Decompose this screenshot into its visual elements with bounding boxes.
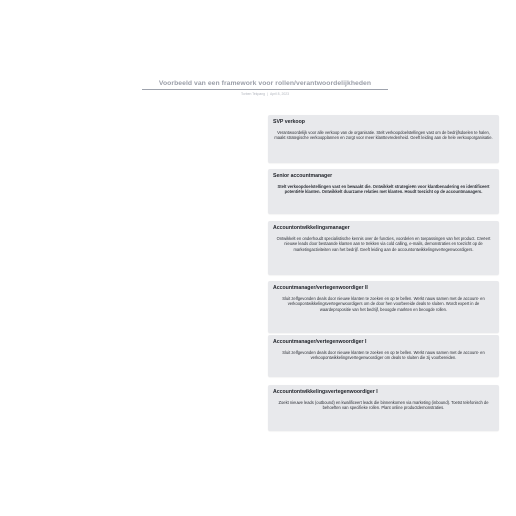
role-card-svp-verkoop[interactable] <box>268 115 499 163</box>
title-divider <box>142 89 388 90</box>
document-date: April 8, 2023 <box>269 92 289 96</box>
role-title: Senior accountmanager <box>273 173 333 179</box>
document-meta <box>140 92 390 96</box>
role-description: Verantwoordelijk voor alle verkoop van de organisatie. Stelt verkoopdoelstellingen vast om de bedrijfsdoelen te halen, maakt strategische verkoopplannen en zorgt voor meer klanttevredenheid. Geeft leiding aan de hele verkooporganisatie. <box>274 130 493 141</box>
role-title: SVP verkoop <box>273 119 305 125</box>
role-description: Zoekt nieuwe leads (outbound) en kwalificeert leads die binnenkomen via marketing (inbound). Toetst telefonisch de behoeften van specifieke rollen. Plant online productdemonstraties. <box>278 400 489 411</box>
meta-separator: | <box>267 92 268 96</box>
role-title: Accountmanager/vertegenwoordiger I <box>273 339 367 345</box>
role-title: Accountontwikkelingsvertegenwoordiger I <box>273 389 378 395</box>
role-description: Ontwikkelt en onderhoudt specialistische kennis over de functies, voordelen en toepassingen van het product. Creëert nieuwe leads door bestaande klanten aan te trekken via cold calling, e-mails, demonstraties en toezicht op de marketingactiviteiten van het bedrijf. Geeft leiding aan de accountontwikkelingsvertegenwoordigers. <box>276 236 491 252</box>
page-title: Voorbeeld van een framework voor rollen/verantwoordelijkheden <box>158 80 372 87</box>
role-card-accountontwikkelingsvertegenwoordiger-i[interactable] <box>268 385 499 431</box>
document-header <box>140 80 390 96</box>
role-card-senior-accountmanager[interactable] <box>268 169 499 214</box>
role-description: Sluit zelfgevonden deals door nieuwe klanten te zoeken en op te bellen. Werkt nauw samen met de account- en verkoopontwikkelingsvertegenwoordiger om deals te sluiten die zij voorbereiden. <box>282 350 485 361</box>
role-description: Stelt verkoopdoelstellingen vast en bewaakt die. Ontwikkelt strategieën voor klantbenadering en identificeert potentiële klanten. Ontwikkelt duurzame relaties met klanten. Houdt toezicht op de accountmanagers. <box>277 184 490 195</box>
author-name: Torben Tekpang <box>240 92 266 96</box>
role-title: Accountmanager/vertegenwoordiger II <box>273 285 368 291</box>
role-description: Sluit zelfgevonden deals door nieuwe klanten te zoeken en op te bellen. Werkt nauw samen met de account- en verkoopontwikkelingsvertegenwoordigers om de door hen voorbereide deals te sluiten. Wordt expert in de waardepropositie van het bedrijf, beoogde markten en beoogde rollen. <box>282 296 485 312</box>
role-card-accountmanager-i[interactable] <box>268 335 499 377</box>
role-title: Accountontwikkelingsmanager <box>273 225 350 231</box>
role-card-accountmanager-ii[interactable] <box>268 281 499 333</box>
role-card-accountontwikkelingsmanager[interactable] <box>268 221 499 275</box>
